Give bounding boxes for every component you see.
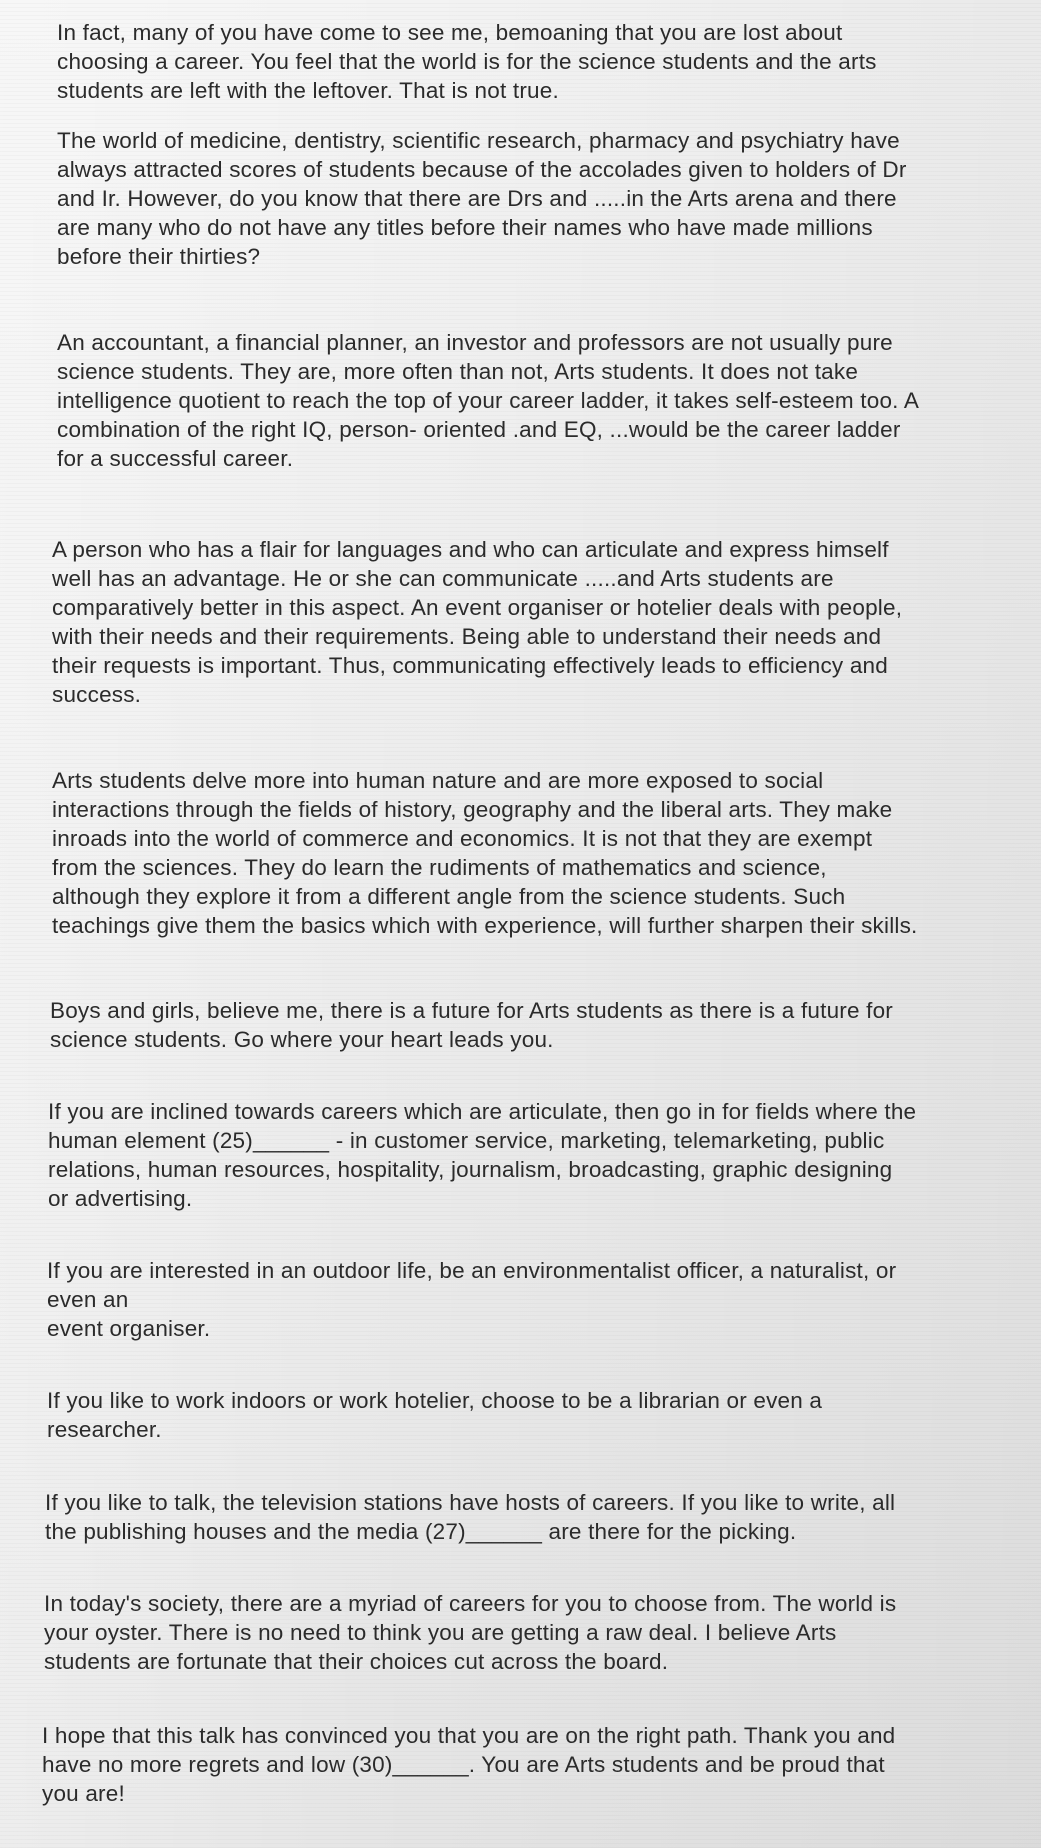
paragraph-3: An accountant, a financial planner, an investor and professors are not usually pure science students. They are, more often than not, Arts students. It does not take intelligence quotient to reach the top of your career ladder, it takes self-esteem too. A combination of the right IQ, person- oriented .and EQ, ...would be the career ladder for a successful career. xyxy=(57,330,920,471)
paragraph-6: Boys and girls, believe me, there is a future for Arts students as there is a future for science students. Go where your heart leads you. xyxy=(50,998,894,1052)
paragraph-11: In today's society, there are a myriad of careers for you to choose from. The world is your oyster. There is no need to think you are getting a raw deal. I believe Arts students are fortunate that their choices cut across the board. xyxy=(44,1591,897,1674)
paragraph-9: If you like to work indoors or work hotelier, choose to be a librarian or even a researcher. xyxy=(47,1388,823,1442)
paragraph-7: If you are inclined towards careers which are articulate, then go in for fields where the human element (25)______ - in customer service, marketing, telemarketing, public relations, human resources, hospitality, journalism, broadcasting, graphic designing or advertising. xyxy=(48,1099,917,1211)
paragraph-8: If you are interested in an outdoor life, be an environmentalist officer, a naturalist, or even an event organiser. xyxy=(47,1258,897,1341)
paragraph-1: In fact, many of you have come to see me, bemoaning that you are lost about choosing a career. You feel that the world is for the science students and the arts students are left with the leftover. That is not true. xyxy=(57,20,877,103)
paragraph-5: Arts students delve more into human nature and are more exposed to social interactions through the fields of history, geography and the liberal arts. They make inroads into the world of commerce and economics. It is not that they are exempt from the sciences. They do learn the rudiments of mathematics and science, although they explore it from a different angle from the science students. Such teachings give them the basics which with experience, will further sharpen their skills. xyxy=(52,768,918,938)
paragraph-10: If you like to talk, the television stations have hosts of careers. If you like to write, all the publishing houses and the media (27)______ are there for the picking. xyxy=(45,1490,896,1544)
paragraph-2: The world of medicine, dentistry, scientific research, pharmacy and psychiatry have always attracted scores of students because of the accolades given to holders of Dr and Ir. However, do you know that there are Drs and .....in the Arts arena and there are many who do not have any titles before their names who have made millions before their thirties? xyxy=(57,128,907,269)
paragraph-4: A person who has a flair for languages and who can articulate and express himself well has an advantage. He or she can communicate .....and Arts students are comparatively better in this aspect. An event organiser or hotelier deals with people, with their needs and their requirements. Being able to understand their needs and their requests is important. Thus, communicating effectively leads to efficiency and success. xyxy=(52,537,903,707)
paragraph-12: I hope that this talk has convinced you that you are on the right path. Thank you and have no more regrets and low (30)______. You are Arts students and be proud that you are! xyxy=(42,1723,896,1806)
